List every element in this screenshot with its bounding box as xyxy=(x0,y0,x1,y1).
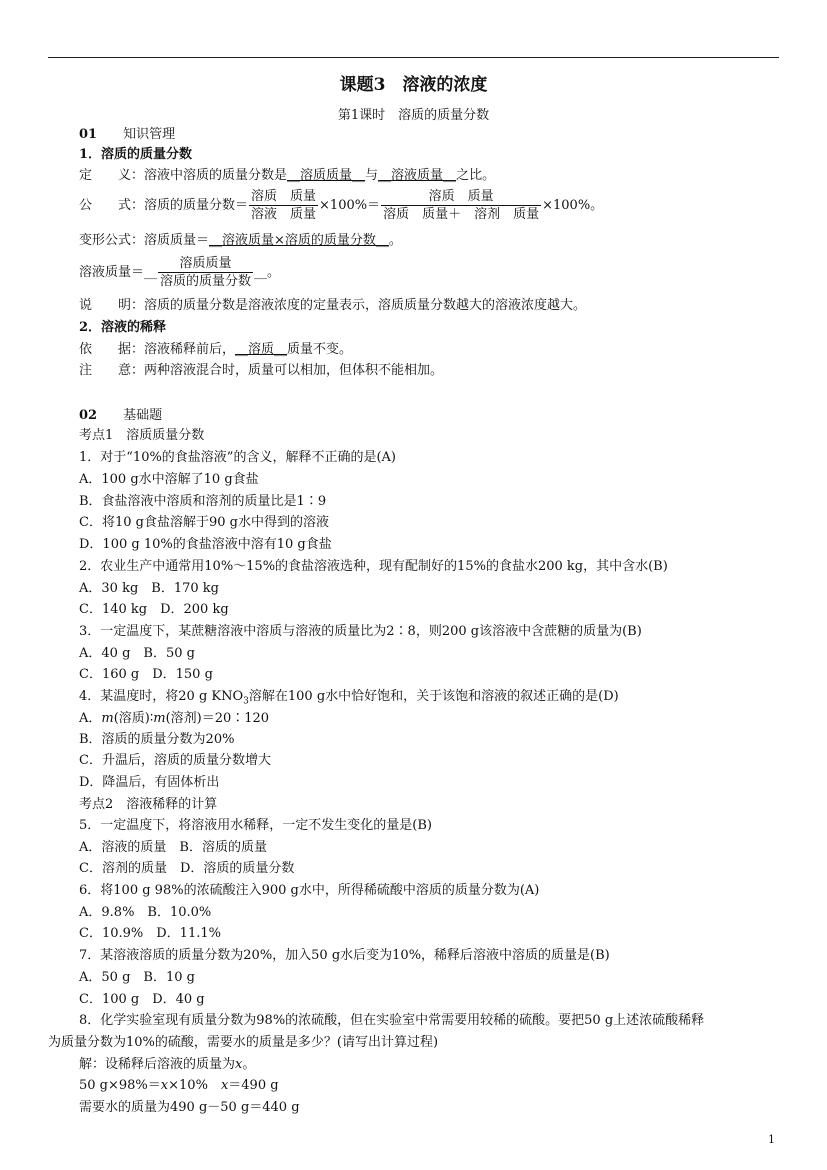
question-4-option-c: C．升温后，溶质的质量分数增大 xyxy=(79,753,271,768)
heading-mass-fraction: 1．溶质的质量分数 xyxy=(79,147,193,162)
question-1-option-d: D．100 g 10%的食盐溶液中溶有10 g食盐 xyxy=(79,537,332,552)
question-6-options-cd: C．10.9% D．11.1% xyxy=(79,926,221,941)
page-number: 1 xyxy=(768,1133,775,1146)
question-1-option-a: A．100 g水中溶解了10 g食盐 xyxy=(79,472,259,487)
page-title: 课题3 溶液的浓度 xyxy=(339,75,488,95)
topic-2-heading: 考点2 溶液稀释的计算 xyxy=(79,797,218,812)
question-4-option-b: B．溶质的质量分数为20% xyxy=(79,732,235,747)
question-4-option-d: D．降温后，有固体析出 xyxy=(79,775,220,790)
question-3: 3．一定温度下，某蔗糖溶液中溶质与溶液的质量比为2∶8，则200 g该溶液中含蔗糖的质量为(B) xyxy=(79,624,642,639)
question-7-options-cd: C．100 g D．40 g xyxy=(79,992,205,1007)
question-7-options-ab: A．50 g B．10 g xyxy=(79,970,195,985)
note-line: 说 明：溶质的质量分数是溶液浓度的定量表示，溶质质量分数越大的溶液浓度越大。 xyxy=(79,298,587,313)
fraction-2: 溶质 质量 溶质 质量＋ 溶剂 质量 xyxy=(383,189,540,222)
fraction-1: 溶质 质量 溶液 质量 xyxy=(251,189,317,222)
section-02-heading: 02 基础题 xyxy=(79,408,163,423)
question-1-option-c: C．将10 g食盐溶解于90 g水中得到的溶液 xyxy=(79,515,329,530)
question-3-options-ab: A．40 g B．50 g xyxy=(79,646,195,661)
question-1-option-b: B．食盐溶液中溶质和溶剂的质量比是1∶9 xyxy=(79,494,327,509)
question-5: 5．一定温度下，将溶液用水稀释，一定不发生变化的量是(B) xyxy=(79,818,432,833)
definition-line: 定 义：溶液中溶质的质量分数是__溶质质量__与__溶液质量__之比。 xyxy=(79,168,496,183)
page-subtitle: 第1课时 溶质的质量分数 xyxy=(337,108,490,123)
question-4-option-a: A．m(溶质)∶m(溶剂)＝20∶120 xyxy=(79,711,270,726)
question-2-options-ab: A．30 kg B．170 kg xyxy=(79,581,219,596)
question-7: 7．某溶液溶质的质量分数为20%，加入50 g水后变为10%，稀释后溶液中溶质的质量是(B) xyxy=(79,948,610,963)
basis-line: 依 据：溶液稀释前后，__溶质__质量不变。 xyxy=(79,342,353,357)
topic-1-heading: 考点1 溶质质量分数 xyxy=(79,428,205,443)
attention-line: 注 意：两种溶液混合时，质量可以相加，但体积不能相加。 xyxy=(79,363,444,378)
variant-formula-line: 变形公式：溶质质量＝__溶液质量×溶质的质量分数__。 xyxy=(79,233,402,248)
question-8-line-1: 8．化学实验室现有质量分数为98%的浓硫酸，但在实验室中常需要用较稀的硫酸。要把50 g上述浓硫酸稀释 xyxy=(79,1013,705,1028)
solution-line-3: 需要水的质量为490 g－50 g＝440 g xyxy=(79,1100,300,1115)
question-5-options-cd: C．溶剂的质量 D．溶质的质量分数 xyxy=(79,861,295,876)
fraction-3: 溶质质量 溶质的质量分数 xyxy=(160,256,252,289)
question-1: 1．对于“10%的食盐溶液”的含义，解释不正确的是(A) xyxy=(79,450,396,465)
section-01-heading: 01 知识管理 xyxy=(79,127,176,142)
solution-line-2: 50 g×98%＝x×10% x＝490 g xyxy=(79,1078,279,1093)
solution-mass-line: 溶液质量＝__ 溶质质量 溶质的质量分数 __。 xyxy=(79,256,281,289)
question-5-options-ab: A．溶液的质量 B．溶质的质量 xyxy=(79,840,267,855)
header-rule xyxy=(48,57,779,58)
question-2-options-cd: C．140 kg D．200 kg xyxy=(79,602,229,617)
question-2: 2．农业生产中通常用10%～15%的食盐溶液选种，现有配制好的15%的食盐水200 kg，其中含水(B) xyxy=(79,559,668,574)
question-6-options-ab: A．9.8% B．10.0% xyxy=(79,905,212,920)
question-4: 4．某温度时，将20 g $KNO_3$溶解在100 g水中恰好饱和，关于该饱和溶液的叙述正确的是(D) xyxy=(79,689,619,707)
question-3-options-cd: C．160 g D．150 g xyxy=(79,667,213,682)
heading-dilution: 2．溶液的稀释 xyxy=(79,320,167,335)
formula-line: 公 式：溶质的质量分数＝ 溶质 质量 溶液 质量 ×100%＝ 溶质 质量 溶质 质量＋ 溶剂 质量 ×100%。 xyxy=(79,189,604,222)
solution-line-1: 解：设稀释后溶液的质量为x。 xyxy=(79,1057,256,1072)
question-6: 6．将100 g 98%的浓硫酸注入900 g水中，所得稀硫酸中溶质的质量分数为(A) xyxy=(79,883,540,898)
question-8-line-2: 为质量分数为10%的硫酸，需要水的质量是多少？(请写出计算过程) xyxy=(48,1035,439,1050)
